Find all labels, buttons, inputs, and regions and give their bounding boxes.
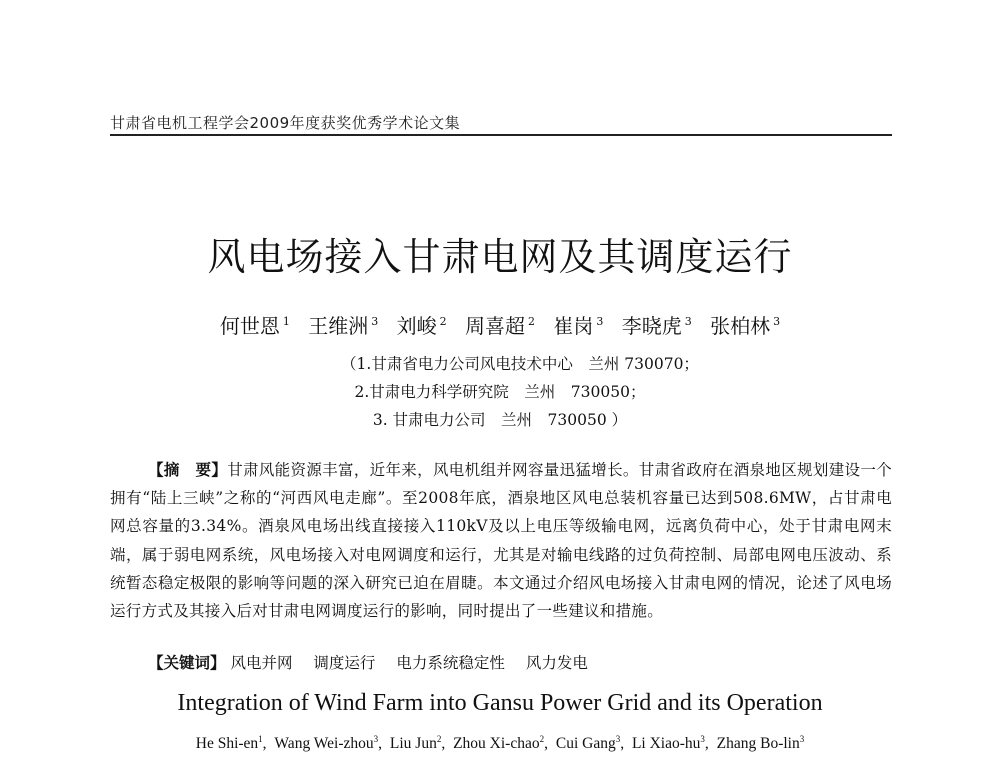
author: 周喜超 $^2$ — [465, 314, 535, 338]
english-author: Cui Gang$^3$, — [555, 734, 625, 753]
abstract-label: 【摘 要】 — [148, 460, 228, 479]
keyword: 电力系统稳定性 — [396, 654, 505, 672]
english-author: Zhang Bo-lin$^3$ — [716, 734, 805, 753]
abstract — [110, 456, 892, 625]
author: 王维洲 $^3$ — [308, 314, 379, 338]
english-title: Integration of Wind Farm into Gansu Power Grid and its Operation — [177, 690, 823, 716]
author: 李晓虎 $^3$ — [621, 314, 692, 338]
abstract-text: 甘肃风能资源丰富，近年来，风电机组并网容量迅猛增长。甘肃省政府在酒泉地区规划建设一个拥有“陆上三峡”之称的“河西风电走廊”。至2008年底，酒泉地区风电总装机容量已达到508.6MW，占甘肃电网总容量的3.34%。酒泉风电场出线直接接入110kV及以上电压等级输电网，远离负荷中心，处于甘肃电网末端，属于弱电网系统，风电场接入对电网调度和运行，尤其是对输电线路的过负荷控制、局部电网电压波动、系统暂态稳定极限的影响等问题的深入研究已迫在眉睫。本文通过介绍风电场接入甘肃电网的情况，论述了风电场运行方式及其接入后对甘肃电网调度运行的影响，同时提出了一些建议和措施。 — [110, 461, 892, 621]
author-list — [0, 310, 1000, 339]
header-rule — [110, 134, 892, 136]
running-header: 甘肃省电机工程学会2009年度获奖优秀学术论文集 — [110, 114, 461, 132]
affiliation-1: （1.甘肃省电力公司风电技术中心 兰州 730070； — [341, 355, 699, 373]
paper-title: 风电场接入甘肃电网及其调度运行 — [207, 235, 793, 279]
keyword: 调度运行 — [313, 654, 376, 672]
affiliation-2: 2.甘肃电力科学研究院 兰州 730050； — [354, 383, 646, 401]
author: 张柏林 $^3$ — [710, 314, 781, 338]
english-author: He Shi-$en^1$, — [195, 734, 267, 753]
english-author: Li Xiao-$hu^3$, — [631, 734, 709, 753]
keywords-label: 【关键词】 — [148, 653, 226, 672]
author: 崔岗 $^3$ — [553, 314, 604, 338]
english-author: Liu Jun$^2$, — [389, 734, 446, 753]
keyword: 风力发电 — [525, 654, 588, 672]
keywords — [148, 651, 888, 673]
english-author: Wang Wei-zhou$^3$, — [274, 734, 383, 753]
affiliation-3: 3. 甘肃电力公司 兰州 730050 ） — [372, 411, 628, 429]
english-author-list — [0, 734, 1000, 753]
author: 刘峻 $^2$ — [396, 314, 447, 338]
keyword: 风电并网 — [230, 654, 293, 672]
english-author: Zhou Xi-chao$^2$, — [453, 734, 548, 753]
author: 何世恩 $^1$ — [219, 314, 290, 338]
